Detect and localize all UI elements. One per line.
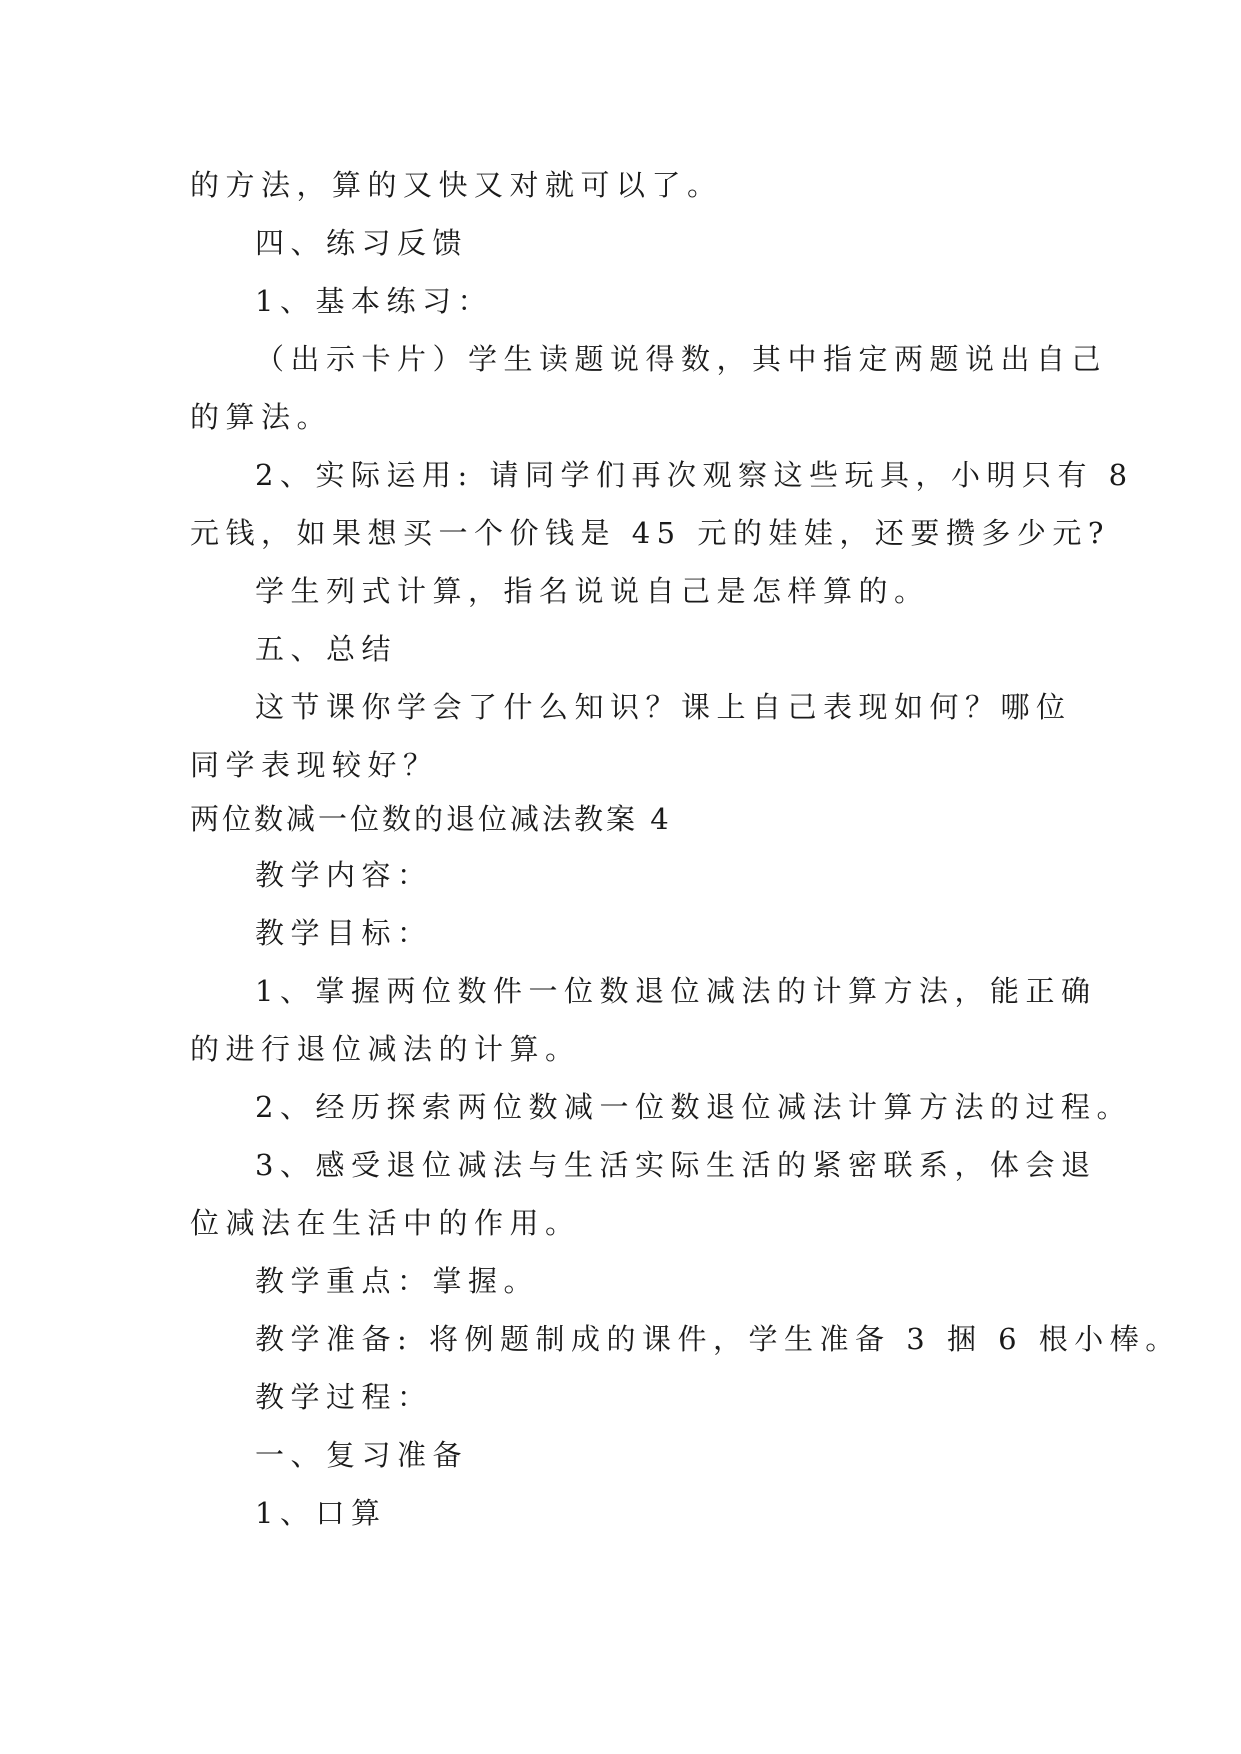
- text-line: 1、掌握两位数件一位数退位减法的计算方法，能正确: [255, 974, 1097, 1008]
- text-line: 同学表现较好？: [190, 748, 439, 782]
- section-heading: 一、复习准备: [255, 1438, 469, 1472]
- text-line: 的算法。: [190, 400, 333, 434]
- text-line: 教学重点：掌握。: [255, 1264, 540, 1298]
- text-line: 教学准备: 将例题制成的课件，学生准备 3 捆 6 根小棒。: [255, 1322, 1181, 1356]
- section-heading: 五、总结: [255, 632, 398, 666]
- text-line: 2、实际运用: 请同学们再次观察这些玩具，小明只有 8: [255, 458, 1134, 492]
- section-heading: 四、练习反馈: [255, 226, 469, 260]
- text-line: 1、口算: [255, 1496, 387, 1530]
- text-line: 3、感受退位减法与生活实际生活的紧密联系，体会退: [255, 1148, 1097, 1182]
- text-line: 学生列式计算，指名说说自己是怎样算的。: [255, 574, 930, 608]
- text-line: 2、经历探索两位数减一位数退位减法计算方法的过程。: [255, 1090, 1132, 1124]
- text-line: 教学过程：: [255, 1380, 433, 1414]
- text-line: 教学目标：: [255, 916, 433, 950]
- text-line: 教学内容：: [255, 858, 433, 892]
- text-line: 1、基本练习：: [255, 284, 493, 318]
- text-line: 元钱，如果想买一个价钱是 45 元的娃娃，还要攒多少元?: [190, 516, 1110, 550]
- text-line: 的进行退位减法的计算。: [190, 1032, 581, 1066]
- text-line: （出示卡片）学生读题说得数，其中指定两题说出自己: [255, 342, 1108, 376]
- text-line: 位减法在生活中的作用。: [190, 1206, 581, 1240]
- text-line: 这节课你学会了什么知识？课上自己表现如何？哪位: [255, 690, 1072, 724]
- text-line: 的方法，算的又快又对就可以了。: [190, 168, 723, 202]
- document-title: 两位数减一位数的退位减法教案 4: [190, 802, 672, 836]
